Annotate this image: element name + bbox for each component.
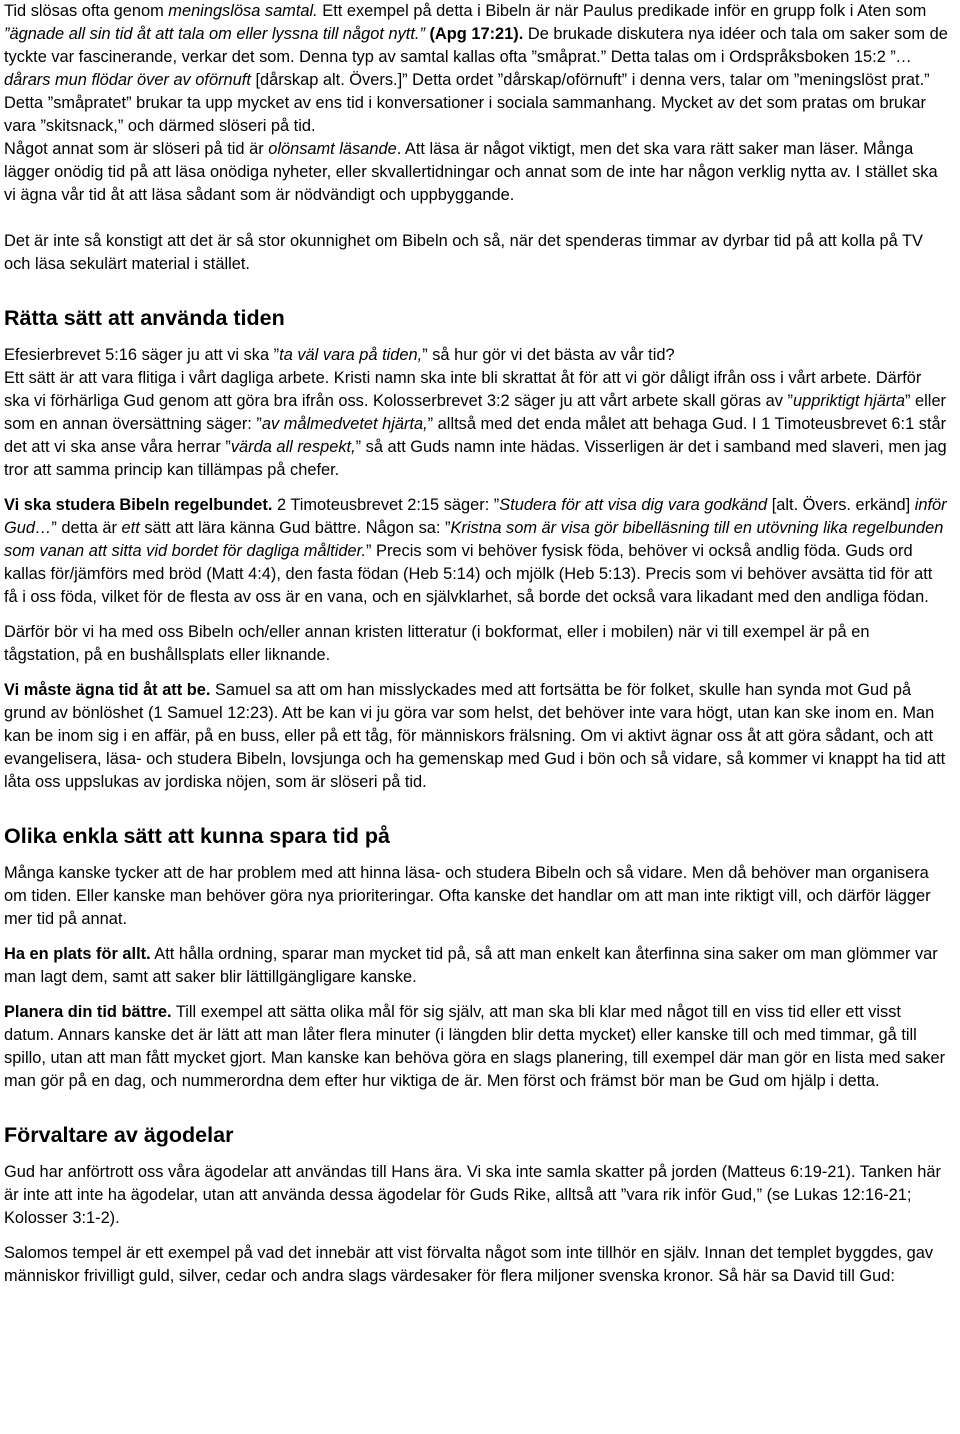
text-run: ” så att Guds namn inte hädas. Visserligen är det i samband med slaveri, men jag tror att samma princip kan tillämpas på chefer.: [4, 438, 947, 479]
paragraph-pray: [4, 679, 948, 794]
paragraph-solomon-temple: [4, 1242, 948, 1288]
paragraph-daily-work: [4, 367, 948, 482]
text-run: ” Precis som vi behöver fysisk föda, behöver vi också andlig föda. Guds ord kallas för/jämförs med bröd (Matt 4:4), den fasta födan (Heb 5:14) och mjölk (Heb 5:13). Precis som vi behöver avsätta tid för att få i oss föda, vilket för de flesta av oss är en vana, och en självklarhet, så borde det också vara likadant med den andliga födan.: [4, 542, 933, 606]
text-run: Planera din tid bättre.: [4, 1003, 172, 1021]
text-run: Ett sätt är att vara flitiga i vårt dagliga arbete. Kristi namn ska inte bli skrattat åt för att vi gör dåligt ifrån oss i vårt arbete. Därför ska vi förhärliga Gud genom att göra bra ifrån oss. Kolosserbrevet 3:2 säger ju att vårt arbete skall göras av ”: [4, 369, 922, 410]
heading-save-time: Olika enkla sätt att kunna spara tid på: [4, 824, 390, 848]
text-run: olönsamt läsande: [268, 140, 397, 158]
text-run: . Att läsa är något viktigt, men det ska vara rätt saker man läser. Många lägger onödig tid på att läsa onödiga nyheter, eller skvallertidningar och annat som de inte har någon verklig nytta av. I stället ska vi ägna vår tid åt att läsa sådant som är nödvändigt och uppbyggande.: [4, 140, 938, 204]
text-run: Därför bör vi ha med oss Bibeln och/eller annan kristen litteratur (i bokformat, eller i mobilen) när vi till exempel är på en tågstation, på en bushållsplats eller liknande.: [4, 623, 870, 664]
text-run: Tid slösas ofta genom: [4, 2, 169, 20]
text-run: Kristna som är visa gör bibelläsning till en utövning lika regelbunden som vanan att sitta vid bordet för dagliga måltider.: [4, 519, 944, 560]
text-run: [dårskap alt. Övers.]” Detta ordet ”dårskap/oförnuft” i denna vers, talar om ”meningslöst prat.” Detta ”småpratet” brukar ta upp mycket av ens tid i konversationer i sociala sammanhang. Mycket av det som pratas om brukar vara ”skitsnack,” och därmed slöseri på tid.: [4, 71, 930, 135]
text-run: uppriktigt hjärta: [792, 392, 906, 410]
heading-stewards: Förvaltare av ägodelar: [4, 1123, 234, 1147]
text-run: ”ägnade all sin tid åt att tala om eller lyssna till något nytt.”: [4, 25, 425, 43]
text-run: Vi måste ägna tid åt att be.: [4, 681, 211, 699]
text-run: Vi ska studera Bibeln regelbundet.: [4, 496, 273, 514]
paragraph-plan-time: [4, 1001, 948, 1093]
text-run: Samuel sa att om han misslyckades med att fortsätta be för folket, skulle han synda mot Gud på grund av bönlöshet (1 Samuel 12:23). Att be kan vi ju göra var som helst, det behöver inte vara högt, utan kan ske inom en. Man kan be inom sig i en affär, på en buss, eller på ett tåg, för människors frälsning. Om vi aktivt ägnar oss åt att göra sådant, och att evangelisera, läsa- och studera Bibeln, lovsjunga och ha gemenskap med Gud i bön och så vidare, så kommer vi knappt ha tid att låta oss uppslukas av jordiska nöjen, som är slöseri på tid.: [4, 681, 946, 791]
paragraph-bring-bible: [4, 621, 948, 667]
text-run: ” detta är: [51, 519, 122, 537]
text-run: ” så hur gör vi det bästa av vår tid?: [422, 346, 675, 364]
text-run: Många kanske tycker att de har problem med att hinna läsa- och studera Bibeln och så vidare. Men då behöver man organisera om tiden. Eller kanske man behöver göra nya prioriteringar. Ofta kanske det handlar om att man inte riktigt vill, och därför lägger mer tid på annat.: [4, 864, 931, 928]
text-run: Ett exempel på detta i Bibeln är när Paulus predikade inför en grupp folk i Aten som: [317, 2, 927, 20]
text-run: ta väl vara på tiden,: [279, 346, 423, 364]
text-run: av målmedvetet hjärta,: [261, 415, 428, 433]
text-run: meningslösa samtal.: [168, 2, 318, 20]
text-run: ett: [121, 519, 140, 537]
text-run: Att hålla ordning, sparar man mycket tid på, så att man enkelt kan återfinna sina saker om man glömmer var man lagt dem, samt att saker blir lättillgängligare kanske.: [4, 945, 938, 986]
paragraph-unprofitable-reading: [4, 138, 948, 207]
paragraph-possessions: [4, 1161, 948, 1230]
paragraph-ephesians: [4, 344, 948, 367]
text-run: sätt att lära känna Gud bättre. Någon sa: ”: [139, 519, 451, 537]
text-run: Ha en plats för allt.: [4, 945, 151, 963]
text-run: 2 Timoteusbrevet 2:15 säger: ”: [272, 496, 500, 514]
text-run: Till exempel att sätta olika mål för sig själv, att man ska bli klar med något till en viss tid eller ett visst datum. Annars kanske det är lätt att man låter flera minuter (i längden blir detta mycket) eller kanske till och med timmar, gå till spillo, utan att man fått mycket gjort. Man kanske kan behöva göra en slags planering, till exempel där man gör en lista med saker man gör på en dag, och nummerordna dem efter hur viktiga de är. Men först och främst bör man be Gud om hjälp i detta.: [4, 1003, 946, 1090]
text-run: ” alltså med det enda målet att behaga Gud. I 1 Timoteusbrevet 6:1 står det att vi ska anse våra herrar ”: [4, 415, 947, 456]
text-run: Efesierbrevet 5:16 säger ju att vi ska ”: [4, 346, 280, 364]
text-run: Gud har anförtrott oss våra ägodelar att användas till Hans ära. Vi ska inte samla skatter på jorden (Matteus 6:19-21). Tanken här är inte att inte ha ägodelar, utan att använda dessa ägodelar för Guds Rike, alltså att ”vara rik inför Gud,” (se Lukas 12:16-21; Kolosser 3:1-2).: [4, 1163, 941, 1227]
paragraph-ignorance: [4, 230, 948, 276]
text-run: ” eller som en annan översättning säger: ”: [4, 392, 947, 433]
text-run: Studera för att visa dig vara godkänd: [499, 496, 768, 514]
text-run: …dårars mun flödar över av oförnuft: [4, 48, 913, 89]
text-run: Något annat som är slöseri på tid är: [4, 140, 269, 158]
text-run: inför Gud…: [4, 496, 947, 537]
paragraph-study-bible: [4, 494, 948, 609]
text-run: Det är inte så konstigt att det är så stor okunnighet om Bibeln och så, när det spenderas timmar av dyrbar tid på att kolla på TV och läsa sekulärt material i stället.: [4, 232, 923, 273]
text-run: värda all respekt,: [230, 438, 356, 456]
text-run: De brukade diskutera nya idéer och tala om saker som de tyckte var fascinerande, verkar det som. Denna typ av samtal kallas ofta ”småprat.” Detta talas om i Ordspråksboken 15:2 ”: [4, 25, 948, 66]
text-run: (Apg 17:21).: [424, 25, 524, 43]
paragraph-meaningless-talk: [4, 0, 948, 138]
paragraph-organize-time: [4, 862, 948, 931]
text-run: [alt. Övers. erkänd]: [767, 496, 915, 514]
paragraph-place-for-everything: [4, 943, 948, 989]
heading-right-use-of-time: Rätta sätt att använda tiden: [4, 306, 285, 330]
text-run: Salomos tempel är ett exempel på vad det innebär att vist förvalta något som inte tillhör en själv. Innan det templet byggdes, gav människor frivilligt guld, silver, cedar och andra slags värdesaker för flera miljoner svenska kronor. Så här sa David till Gud:: [4, 1244, 934, 1285]
